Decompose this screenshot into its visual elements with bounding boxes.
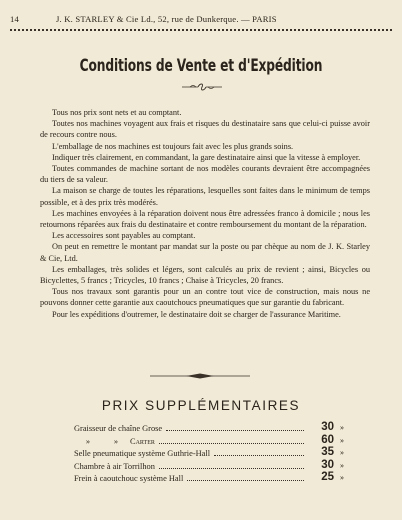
item-unit: » xyxy=(340,473,344,483)
paragraph: On peut en remettre le montant par mandat sur la poste ou par chèque au nom de J. K. Starley & Cie, Ltd. xyxy=(40,242,370,263)
ditto-mark: » xyxy=(113,436,119,446)
paragraph: Toutes commandes de machine sortant de nos modèles courants devraient être accompagnées du tiers de sa valeur. xyxy=(40,164,370,185)
item-price: 60 xyxy=(321,433,334,446)
item-label: Carter xyxy=(130,436,155,446)
paragraph: Les machines envoyées à la réparation doivent nous être adressées franco à domicile ; nous les retournons réparées aux frais du destinataire et contre remboursement du montant de la réparation. xyxy=(40,208,370,230)
paragraph: Toutes nos machines voyagent aux frais et risques du destinataire sans que celui-ci puisse avoir de recours contre nous. xyxy=(40,119,370,140)
table-row xyxy=(74,473,354,486)
page-title: Conditions de Vente et d'Expédition xyxy=(79,56,323,76)
publisher-line: J. K. STARLEY & Cie Ld., 52, rue de Dunkerque. — PARIS xyxy=(56,14,277,24)
paragraph: Pour les expéditions d'outremer, le destinataire doit se charger de l'assurance Maritime. xyxy=(52,309,341,319)
item-unit: » xyxy=(340,448,344,458)
prix-supplementaires-heading: PRIX SUPPLÉMENTAIRES xyxy=(101,398,301,413)
item-price: 25 xyxy=(321,471,334,484)
paragraph: Tous nos prix sont nets et au comptant. xyxy=(52,108,182,117)
section-divider-ornament xyxy=(150,373,250,379)
item-label: Chambre à air Torrilhon xyxy=(74,461,155,471)
title-ornament xyxy=(180,83,224,91)
page-header xyxy=(10,14,392,28)
paragraph: Les accessoires sont payables au comptant. xyxy=(52,231,196,241)
conditions-text xyxy=(40,107,370,320)
ditto-mark: » xyxy=(85,436,91,446)
item-unit: » xyxy=(340,435,344,445)
paragraph: La maison se charge de toutes les réparations, lesquelles sont faites dans le minimum de temps possible, et à des prix très modérés. xyxy=(40,186,370,207)
paragraph: Tous nos travaux sont garantis pour un an contre tout vice de construction, mais nous ne pouvons donner cette garantie aux caoutchoucs pneumatiques que sur garantie du fabricant. xyxy=(40,287,370,308)
item-label: Frein à caoutchouc système Hall xyxy=(74,474,184,484)
item-price: 35 xyxy=(321,446,334,459)
item-price: 30 xyxy=(321,458,334,471)
item-label: Selle pneumatique système Guthrie-Hall xyxy=(74,449,211,459)
paragraph: Les emballages, très solides et légers, sont calculés au prix de revient ; ainsi, Bicycles ou Bicyclettes, 5 francs ; Tricycles, 10 francs ; Chaise à Tricycles, 20 francs. xyxy=(40,264,370,286)
item-label: Graisseur de chaîne Grose xyxy=(74,424,163,433)
paragraph: L'emballage de nos machines est toujours fait avec les plus grands soins. xyxy=(52,141,294,151)
item-price: 30 xyxy=(321,421,334,433)
item-unit: » xyxy=(340,423,344,432)
prix-table xyxy=(74,423,354,486)
paragraph: Indiquer très clairement, en commandant, la gare destinataire ainsi que la vitesse à employer. xyxy=(52,152,361,162)
header-rule xyxy=(10,29,392,31)
item-unit: » xyxy=(340,460,344,470)
page-number: 14 xyxy=(10,14,19,24)
